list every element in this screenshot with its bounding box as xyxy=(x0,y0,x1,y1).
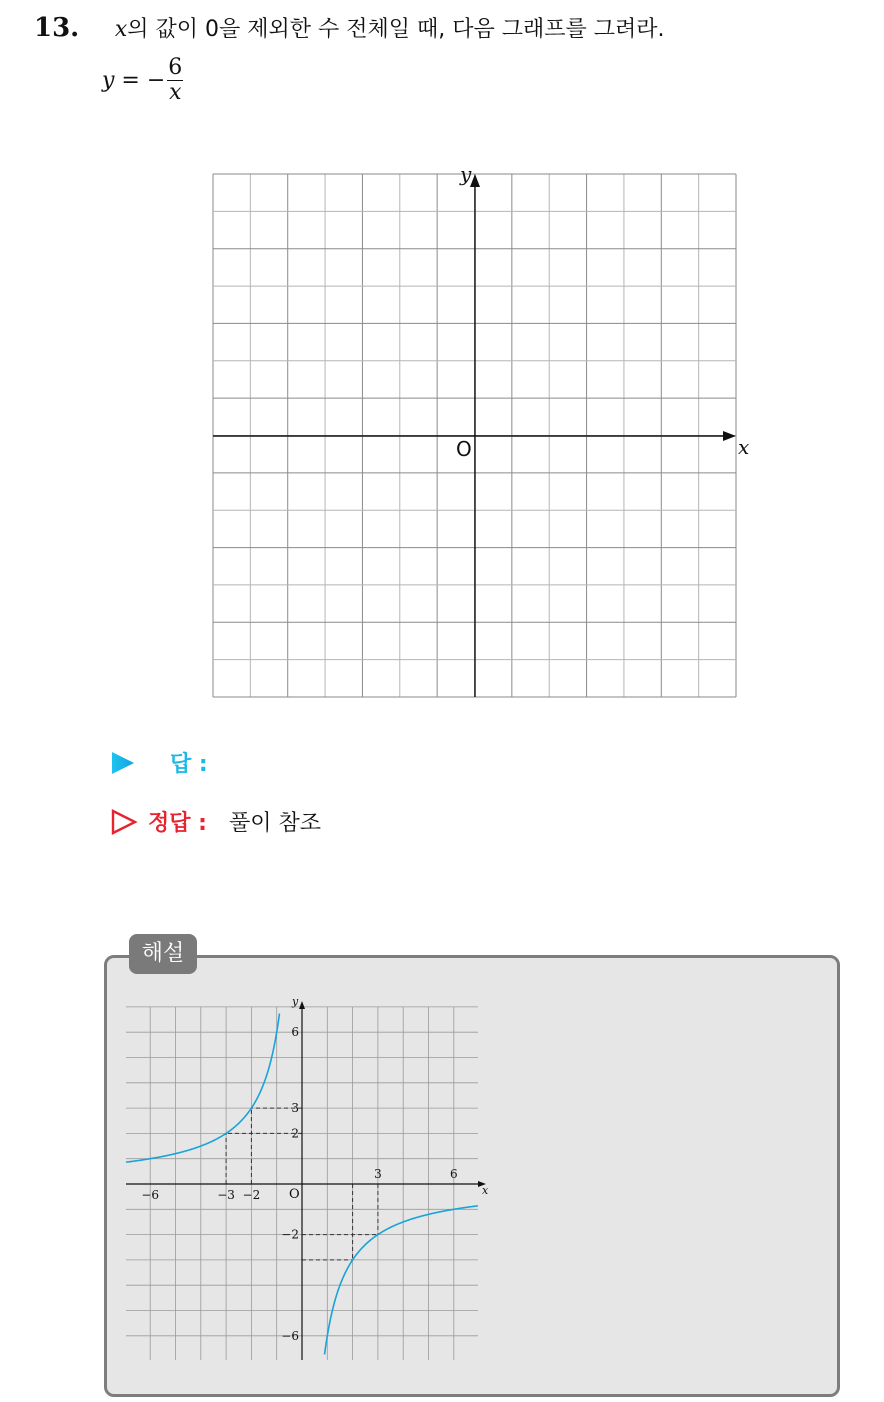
solution-origin-label: O xyxy=(289,1187,300,1202)
correct-answer-value: 풀이 참조 xyxy=(228,811,321,836)
answer-label: 답 : xyxy=(170,752,208,777)
solution-x-label: x xyxy=(482,1184,489,1197)
fraction-denominator: x xyxy=(169,80,182,105)
y-tick-label: 6 xyxy=(291,1025,299,1040)
x-tick-label: −3 xyxy=(217,1188,235,1202)
y-axis-label: y xyxy=(460,162,472,186)
x-tick-label: −2 xyxy=(242,1188,261,1202)
fraction-numerator: 6 xyxy=(168,55,183,80)
origin-label: O xyxy=(456,437,472,461)
problem-text: 의 값이 0을 제외한 수 전체일 때, 다음 그래프를 그려라. xyxy=(127,17,665,42)
problem-number: 13. xyxy=(34,13,80,43)
solution-tab: 해설 xyxy=(129,934,197,974)
solution-y-label: y xyxy=(292,995,299,1008)
y-tick-label: 2 xyxy=(291,1126,299,1141)
y-tick-label: 3 xyxy=(291,1101,299,1116)
equation-lhs: y = − xyxy=(102,68,166,93)
x-tick-label: −6 xyxy=(141,1188,160,1202)
problem-variable: x xyxy=(114,17,128,42)
correct-answer-label: 정답 : xyxy=(148,811,207,836)
curve-branch-left xyxy=(126,1014,279,1163)
x-tick-label: 3 xyxy=(374,1167,382,1181)
y-tick-label: −2 xyxy=(281,1227,299,1242)
curve-branch-right xyxy=(325,1206,478,1355)
x-tick-label: 6 xyxy=(449,1167,458,1181)
x-axis-label: x xyxy=(738,435,750,459)
solution-y-arrow-icon xyxy=(299,1001,305,1009)
y-tick-label: −6 xyxy=(281,1328,299,1343)
